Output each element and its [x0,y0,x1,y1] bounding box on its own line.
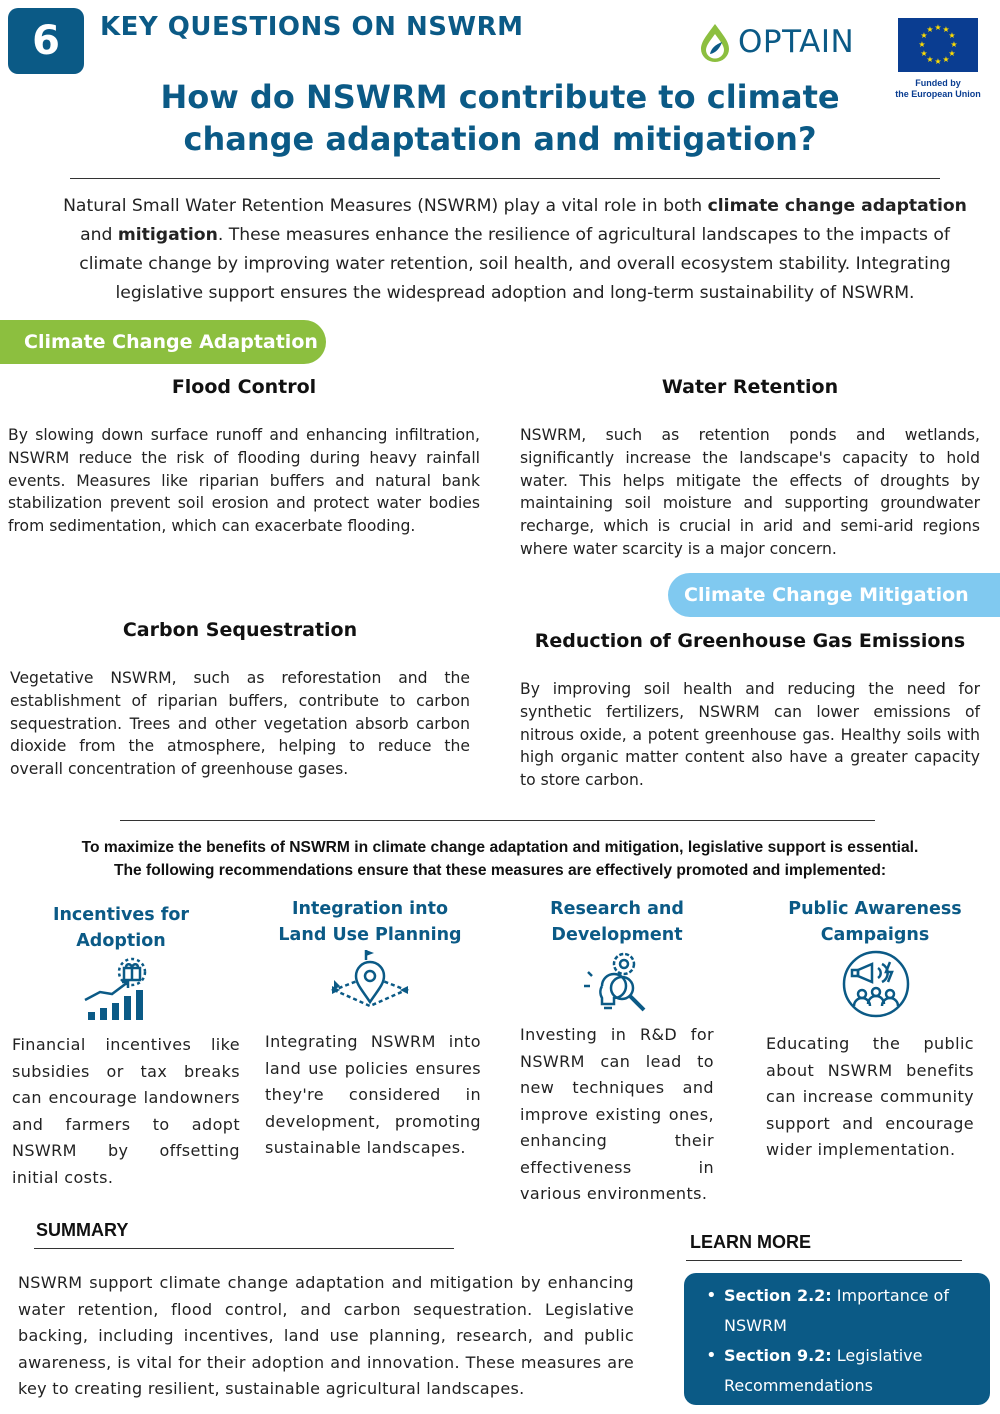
water-retention-text: NSWRM, such as retention ponds and wetlands, significantly increase the landscape's capacity to hold water. This helps mitigate the effects of droughts by maintaining soil moisture and supporting groundwater recharge, which is crucial in arid and semi-arid regions where water scarcity is a major concern. [520,426,980,558]
water-retention-heading: Water Retention [661,376,839,398]
summary-heading: SUMMARY [36,1220,129,1240]
ghg-reduction-heading: Reduction of Greenhouse Gas Emissions [534,630,966,652]
svg-text:★: ★ [926,25,934,34]
research-bulb-magnifier-icon [582,948,654,1018]
svg-text:★: ★ [942,55,950,64]
recommendations-intro: To maximize the benefits of NSWRM in climate change adaptation and mitigation, legislative support is essential. The following recommendations ensure that these measures are effectively promoted and implemented: [81,839,919,879]
map-location-icon [328,948,412,1014]
megaphone-community-icon [840,948,912,1020]
learn-more-link[interactable]: • Section 9.2: Legislative Recommendations [704,1341,978,1401]
divider [70,178,940,179]
divider [120,820,875,821]
summary-text: NSWRM support climate change adaptation and mitigation by enhancing water retention, flood control, and carbon sequestration. Legislative backing, including incentives, land use planning, research, and public awareness, is vital for their adoption and innovation. These measures are key to creating resilient, sustainable agricultural landscapes. [18,1273,634,1398]
svg-text:★: ★ [950,40,958,49]
incentives-text: Financial incentives like subsidies or tax breaks can encourage landowners and farmers to adopt NSWRM by offsetting initial costs. [12,1035,240,1187]
svg-text:★: ★ [920,31,928,40]
learn-more-link[interactable]: • Section 2.2: Importance of NSWRM [704,1281,978,1341]
land-use-text: Integrating NSWRM into land use policies ensures they're considered in development, promoting sustainable landscapes. [265,1032,481,1157]
issue-number-badge: 6 [8,8,84,74]
land-use-heading: Integration into Land Use Planning [278,899,462,945]
intro-paragraph: Natural Small Water Retention Measures (NSWRM) play a vital role in both climate change adaptation and mitigation. These measures enhance the resilience of agricultural landscapes to the impacts of climate change by improving water retention, soil health, and overall ecosystem stability. Integrating legislative support ensures the widespread adoption and long-term sustainability of NSWRM. [63,196,967,303]
growth-chart-gift-icon [82,956,152,1022]
learn-more-box [684,1273,990,1405]
flood-control-text: By slowing down surface runoff and enhancing infiltration, NSWRM reduce the risk of flooding during heavy rainfall events. Measures like riparian buffers and natural bank stabilization prevent soil erosion and protect water bodies from sedimentation, which can exacerbate flooding. [8,426,480,536]
optain-logo [698,20,868,64]
logo-text: OPTAIN [738,24,855,60]
svg-text:★: ★ [918,40,926,49]
svg-text:★: ★ [934,57,942,66]
public-awareness-text: Educating the public about NSWRM benefits can increase community support and encourage wider implementation. [766,1034,974,1159]
optain-leaf-drop-icon [698,22,732,62]
incentives-heading: Incentives for Adoption [52,905,190,951]
divider [34,1248,454,1249]
flood-control-heading: Flood Control [171,376,317,398]
research-heading: Research and Development [550,899,684,945]
adaptation-section-label: Climate Change Adaptation [0,320,326,364]
research-text: Investing in R&D for NSWRM can lead to new techniques and improve existing ones, enhancing their effectiveness in various environments. [520,1025,714,1203]
svg-text:★: ★ [948,49,956,58]
page-title: How do NSWRM contribute to climate change adaptation and mitigation? [160,78,840,158]
ghg-reduction-text: By improving soil health and reducing the need for synthetic fertilizers, NSWRM can lower emissions of nitrous oxide, a potent greenhouse gas. Healthy soils with high organic matter content also have a greater capacity to store carbon. [520,680,980,790]
svg-text:★: ★ [934,23,942,32]
series-title: KEY QUESTIONS ON NSWRM [100,12,524,42]
learn-more-heading: LEARN MORE [690,1232,811,1252]
divider [686,1260,962,1261]
svg-text:★: ★ [926,55,934,64]
svg-text:★: ★ [942,25,950,34]
carbon-sequestration-heading: Carbon Sequestration [122,619,358,641]
eu-flag-icon [898,18,978,72]
eu-funding-caption: Funded by the European Union [895,78,981,99]
svg-text:★: ★ [948,31,956,40]
mitigation-section-label: Climate Change Mitigation [668,573,1000,617]
carbon-sequestration-text: Vegetative NSWRM, such as reforestation and the establishment of riparian buffers, contribute to carbon sequestration. Trees and other vegetation absorb carbon dioxide from the atmosphere, helping to reduce the overall concentration of greenhouse gases. [10,669,470,779]
svg-text:★: ★ [920,49,928,58]
public-awareness-heading: Public Awareness Campaigns [788,899,962,945]
